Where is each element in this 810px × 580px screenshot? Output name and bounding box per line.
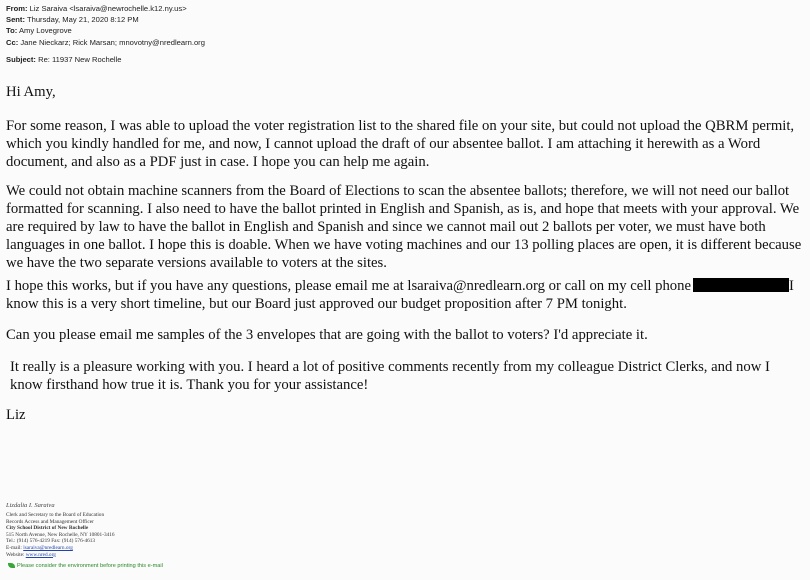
cc-value[interactable]: Jane Nieckarz; Rick Marsan; mnovotny@nredlearn.org [20,37,205,47]
cc-row [6,37,205,48]
redaction-block [693,278,789,292]
signature-email-link[interactable]: lsaraiva@nredlearn.org [23,544,73,551]
subject-row [6,54,205,65]
signature-district: City School District of New Rochelle [6,525,89,532]
to-value[interactable]: Amy Lovegrove [18,26,72,36]
sent-value: Thursday, May 21, 2020 8:12 PM [26,15,139,25]
signature-website-label: Website: [6,551,25,558]
signature-phone: Tel.: (914) 576-4219 Fax: (914) 576-4613 [6,538,96,545]
signature-website-row [6,552,115,559]
signature-title: Clerk and Secretary to the Board of Education [6,512,105,518]
paragraph-upload: For some reason, I was able to upload the voter registration list to the shared file on your site, but could not upload the QBRM permit, which you kindly handled for me, and now, I cannot upload the draft of our absentee ballot. I am attaching it herewith as a Word document, and also as a PDF just in case. I hope you can help me again. [6,118,795,170]
email-header [6,3,205,65]
from-value[interactable]: Liz Saraiva <lsaraiva@newrochelle.k12.ny.us> [29,4,187,13]
to-row [6,25,205,36]
signature-block [6,502,115,558]
from-row [6,3,205,14]
signature-email-row [6,545,115,552]
signature-website-link[interactable]: www.nred.org [25,551,56,558]
paragraph-envelopes: Can you please email me samples of the 3 envelopes that are going with the ballot to voters? I'd appreciate it. [6,327,648,343]
signature-role: Records Access and Management Officer [6,518,94,525]
contact-text: I hope this works, but if you have any questions, please email me at lsaraiva@nredlearn.org or call on my cell phone [6,278,692,294]
paragraph-ballot: We could not obtain machine scanners from the Board of Elections to scan the absentee ballots; therefore, we will not need our ballot formatted for scanning. I also need to have the ballot printed in English and Spanish, as is, and hope that meets with your approval. We are required by law to have the ballot in English and Spanish and since we cannot mail out 2 ballots per voter, we must have both languages in one ballot. I hope this is doable. When we have voting machines and our 13 polling places are open, it is different because we have the two separate versions available to voters at the sites. [6,183,802,271]
to-label: To: [6,26,18,36]
signature-name: Lizdalia I. Saraiva [6,502,55,509]
subject-value: Re: 11937 New Rochelle [38,54,122,64]
leaf-icon [8,563,15,568]
eco-text: Please consider the environment before printing this e-mail [17,563,163,569]
sent-row [6,14,205,25]
eco-notice [8,563,163,569]
closing: Liz [6,407,26,423]
paragraph-thanks: It really is a pleasure working with you. I heard a lot of positive comments recently from my colleague District Clerks, and now I know firsthand how true it is. Thank you for your assistance! [10,359,770,393]
greeting: Hi Amy, [6,84,56,100]
cc-label: Cc: [6,37,19,47]
signature-address: 515 North Avenue, New Rochelle, NY 10801-3416 [6,531,115,538]
signature-email-label: E-mail: [6,544,22,551]
from-label: From: [6,4,28,13]
sent-label: Sent: [6,15,25,25]
subject-label: Subject: [6,54,36,64]
paragraph-contact [6,277,806,313]
timeline-text: I know this is a very short timeline, but our Board just approved our budget proposition after 7 PM tonight. [6,278,794,312]
